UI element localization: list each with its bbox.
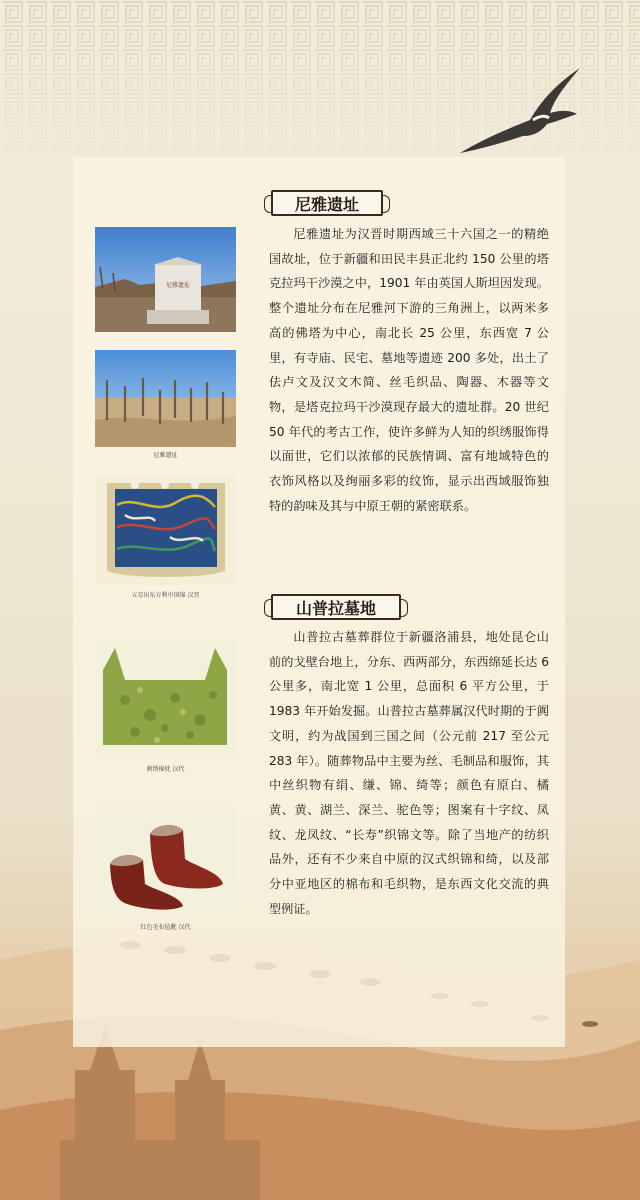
section-body-shanpula: 山普拉古墓葬群位于新疆洛浦县，地处昆仑山前的戈壁台地上，分东、西两部分，东西绵延长达 6 公里多，南北宽 1 公里，总面积 6 平方公里，于 1983 年开始发掘。山普拉古墓葬属汉代时期的于阗文明，约为战国到三国之间（公元前 217 至公元 283 年）。随葬物品中主要为丝、毛制品和服饰，其中丝织物有绢、缣、锦、绮等；颜色有原白、橘黄、黄、湖兰、深兰、驼色等；图案有十字纹、凤纹、龙凤纹、“长寿”织锦文等。除了当地产的纺织品外，还有不少来自中原的汉式织锦和绮，以及部分中亚地区的棉布和毛织物，是东西文化交流的典型例证。 <box>269 630 549 916</box>
section-title-niya: 尼雅遗址 <box>271 190 383 216</box>
niya-stele-photo <box>95 227 236 332</box>
five-stars-brocade-photo <box>95 475 236 585</box>
section-title-shanpula: 山普拉墓地 <box>271 594 401 620</box>
caption-boots: 红色毛布毡靴 汉代 <box>140 924 191 931</box>
red-felt-boots-photo <box>95 804 236 917</box>
embroidered-pillow-photo <box>95 640 236 757</box>
niya-ruins-photo <box>95 350 236 447</box>
caption-niya: 尼雅遗址 <box>153 452 178 459</box>
caption-brocade: 五星出东方利中国锦 汉晋 <box>131 592 200 599</box>
caption-pillow: 刺绣棉枕 汉代 <box>146 766 185 773</box>
stele-inscription: 尼雅遗址 <box>165 282 191 289</box>
section-body-niya: 尼雅遗址为汉晋时期西域三十六国之一的精绝国故址，位于新疆和田民丰县正北约 150 公里的塔克拉玛干沙漠之中，1901 年由英国人斯坦因发现。整个遗址分布在尼雅河下游的三角洲上，以两米多高的佛塔为中心，南北长 25 公里，东西宽 7 公里，有寺庙、民宅、墓地等遗迹 200 多处，出土了佉卢文及汉文木简、丝毛织品、陶器、木器等文物，是塔克拉玛干沙漠现存最大的遗址群。20 世纪 50 年代的考古工作，使许多鲜为人知的织绣服饰得以面世，它们以浓郁的民族情调、富有地域特色的衣饰风格以及绚丽多彩的纹饰，显示出西域服饰独特的韵味及其与中原王朝的紧密联系。 <box>269 227 549 513</box>
eagle-icon <box>455 58 585 158</box>
